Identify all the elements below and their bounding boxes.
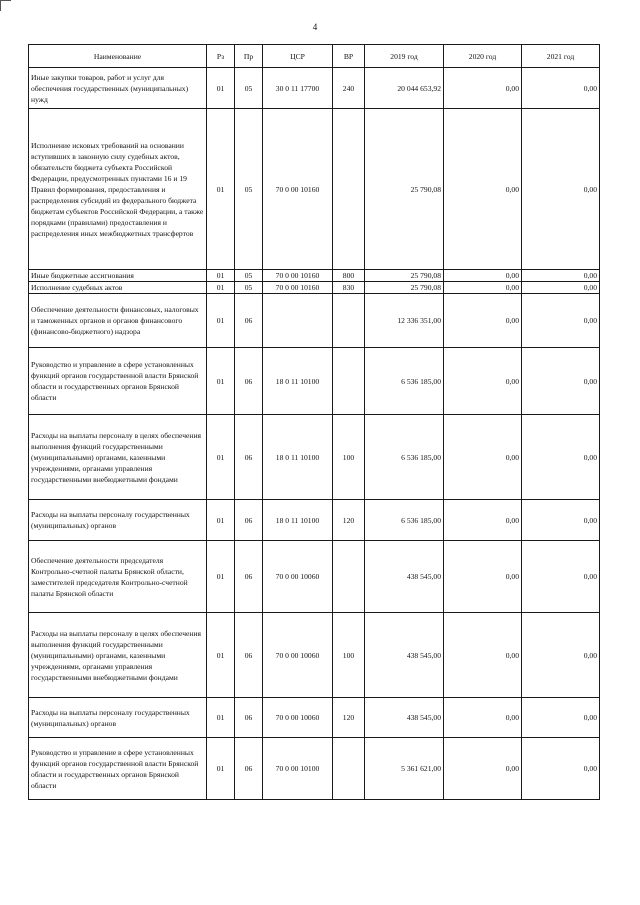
row-2021: 0,00 bbox=[522, 109, 600, 270]
table-row bbox=[29, 282, 600, 294]
row-2020: 0,00 bbox=[444, 68, 522, 109]
header-2021: 2021 год bbox=[522, 45, 600, 68]
row-2021: 0,00 bbox=[522, 294, 600, 348]
row-rz: 01 bbox=[207, 500, 235, 541]
row-rz: 01 bbox=[207, 415, 235, 500]
table-row bbox=[29, 415, 600, 500]
row-name: Расходы на выплаты персоналу в целях обеспечения выполнения функций государственными (муниципальными) органами, казенными учреждениями, органами управления государственными внебюджетными фондами bbox=[29, 613, 207, 698]
row-pr: 05 bbox=[235, 109, 263, 270]
row-2021: 0,00 bbox=[522, 500, 600, 541]
header-name: Наименование bbox=[29, 45, 207, 68]
table-row bbox=[29, 541, 600, 613]
row-vr: 240 bbox=[333, 68, 365, 109]
row-rz: 01 bbox=[207, 68, 235, 109]
row-2019: 6 536 185,00 bbox=[365, 348, 444, 415]
row-2021: 0,00 bbox=[522, 282, 600, 294]
row-vr: 120 bbox=[333, 698, 365, 738]
row-2021: 0,00 bbox=[522, 613, 600, 698]
row-name: Расходы на выплаты персоналу в целях обеспечения выполнения функций государственными (муниципальными) органами, казенными учреждениями, органами управления государственными внебюджетными фондами bbox=[29, 415, 207, 500]
header-2019: 2019 год bbox=[365, 45, 444, 68]
row-vr bbox=[333, 738, 365, 800]
row-csr: 70 0 00 10100 bbox=[263, 738, 333, 800]
row-pr: 06 bbox=[235, 738, 263, 800]
row-2019: 25 790,08 bbox=[365, 282, 444, 294]
row-name: Руководство и управление в сфере установленных функций органов государственной власти Брянской области и государственных органов Брянской области bbox=[29, 738, 207, 800]
row-pr: 06 bbox=[235, 613, 263, 698]
table-row bbox=[29, 294, 600, 348]
row-2019: 25 790,08 bbox=[365, 109, 444, 270]
row-rz: 01 bbox=[207, 698, 235, 738]
row-2019: 6 536 185,00 bbox=[365, 500, 444, 541]
row-name: Обеспечение деятельности председателя Контрольно-счетной палаты Брянской области, заместителей председателя Контрольно-счетной палаты Брянской области bbox=[29, 541, 207, 613]
row-pr: 06 bbox=[235, 541, 263, 613]
row-name: Обеспечение деятельности финансовых, налоговых и таможенных органов и органов финансового (финансово-бюджетного) надзора bbox=[29, 294, 207, 348]
row-pr: 06 bbox=[235, 294, 263, 348]
row-pr: 06 bbox=[235, 415, 263, 500]
row-vr bbox=[333, 348, 365, 415]
row-2020: 0,00 bbox=[444, 541, 522, 613]
row-2020: 0,00 bbox=[444, 270, 522, 282]
row-csr: 18 0 11 10100 bbox=[263, 500, 333, 541]
row-2019: 438 545,00 bbox=[365, 541, 444, 613]
page-number: 4 bbox=[312, 22, 318, 32]
row-2021: 0,00 bbox=[522, 738, 600, 800]
row-rz: 01 bbox=[207, 348, 235, 415]
row-2019: 12 336 351,00 bbox=[365, 294, 444, 348]
row-rz: 01 bbox=[207, 270, 235, 282]
row-2020: 0,00 bbox=[444, 109, 522, 270]
row-name: Исполнение судебных актов bbox=[29, 282, 207, 294]
row-csr bbox=[263, 294, 333, 348]
table-header-row bbox=[29, 45, 600, 68]
row-csr: 18 0 11 10100 bbox=[263, 348, 333, 415]
row-csr: 70 0 00 10060 bbox=[263, 698, 333, 738]
row-2019: 5 361 621,00 bbox=[365, 738, 444, 800]
row-name: Расходы на выплаты персоналу государственных (муниципальных) органов bbox=[29, 500, 207, 541]
row-2020: 0,00 bbox=[444, 698, 522, 738]
row-rz: 01 bbox=[207, 282, 235, 294]
table-row bbox=[29, 348, 600, 415]
row-csr: 70 0 00 10160 bbox=[263, 282, 333, 294]
row-rz: 01 bbox=[207, 738, 235, 800]
row-vr: 120 bbox=[333, 500, 365, 541]
table-row bbox=[29, 68, 600, 109]
row-2021: 0,00 bbox=[522, 348, 600, 415]
row-name: Расходы на выплаты персоналу государственных (муниципальных) органов bbox=[29, 698, 207, 738]
table-row bbox=[29, 270, 600, 282]
row-2020: 0,00 bbox=[444, 613, 522, 698]
row-2021: 0,00 bbox=[522, 68, 600, 109]
row-vr bbox=[333, 109, 365, 270]
header-csr: ЦСР bbox=[263, 45, 333, 68]
row-vr: 830 bbox=[333, 282, 365, 294]
row-rz: 01 bbox=[207, 541, 235, 613]
row-csr: 18 0 11 10100 bbox=[263, 415, 333, 500]
row-csr: 70 0 00 10060 bbox=[263, 613, 333, 698]
row-csr: 70 0 00 10160 bbox=[263, 109, 333, 270]
row-2019: 438 545,00 bbox=[365, 613, 444, 698]
row-2020: 0,00 bbox=[444, 294, 522, 348]
row-2020: 0,00 bbox=[444, 738, 522, 800]
row-vr bbox=[333, 294, 365, 348]
header-rz: Рз bbox=[207, 45, 235, 68]
row-vr: 100 bbox=[333, 415, 365, 500]
row-csr: 30 0 11 17700 bbox=[263, 68, 333, 109]
row-2021: 0,00 bbox=[522, 541, 600, 613]
row-name: Иные закупки товаров, работ и услуг для обеспечения государственных (муниципальных) нужд bbox=[29, 68, 207, 109]
row-pr: 06 bbox=[235, 348, 263, 415]
table-row bbox=[29, 738, 600, 800]
row-pr: 05 bbox=[235, 282, 263, 294]
header-vr: ВР bbox=[333, 45, 365, 68]
table-row bbox=[29, 613, 600, 698]
budget-table bbox=[28, 44, 600, 800]
row-2020: 0,00 bbox=[444, 500, 522, 541]
row-2020: 0,00 bbox=[444, 415, 522, 500]
header-2020: 2020 год bbox=[444, 45, 522, 68]
row-2019: 20 044 653,92 bbox=[365, 68, 444, 109]
row-name: Руководство и управление в сфере установленных функций органов государственной власти Брянской области и государственных органов Брянской области bbox=[29, 348, 207, 415]
row-pr: 06 bbox=[235, 500, 263, 541]
row-2019: 6 536 185,00 bbox=[365, 415, 444, 500]
table-row bbox=[29, 698, 600, 738]
row-2019: 25 790,08 bbox=[365, 270, 444, 282]
row-rz: 01 bbox=[207, 109, 235, 270]
row-2020: 0,00 bbox=[444, 348, 522, 415]
row-csr: 70 0 00 10060 bbox=[263, 541, 333, 613]
row-pr: 05 bbox=[235, 68, 263, 109]
row-pr: 06 bbox=[235, 698, 263, 738]
table-row bbox=[29, 500, 600, 541]
row-2020: 0,00 bbox=[444, 282, 522, 294]
row-vr: 800 bbox=[333, 270, 365, 282]
header-pr: Пр bbox=[235, 45, 263, 68]
scan-corner-mark bbox=[0, 0, 11, 11]
row-2021: 0,00 bbox=[522, 415, 600, 500]
row-csr: 70 0 00 10160 bbox=[263, 270, 333, 282]
row-2019: 438 545,00 bbox=[365, 698, 444, 738]
row-2021: 0,00 bbox=[522, 270, 600, 282]
table-row bbox=[29, 109, 600, 270]
row-name: Исполнение исковых требований на основании вступивших в законную силу судебных актов, обязательств бюджета субъекта Российской Федерации, предусмотренных пунктами 16 и 19 Правил формирования, предоставления и распределения субсидий из федерального бюджета бюджетам субъектов Российской Федерации, а также порядками (правилами) предоставления и распределения иных межбюджетных трансфертов bbox=[29, 109, 207, 270]
row-2021: 0,00 bbox=[522, 698, 600, 738]
row-name: Иные бюджетные ассигнования bbox=[29, 270, 207, 282]
row-pr: 05 bbox=[235, 270, 263, 282]
row-rz: 01 bbox=[207, 613, 235, 698]
row-vr: 100 bbox=[333, 613, 365, 698]
row-vr bbox=[333, 541, 365, 613]
row-rz: 01 bbox=[207, 294, 235, 348]
